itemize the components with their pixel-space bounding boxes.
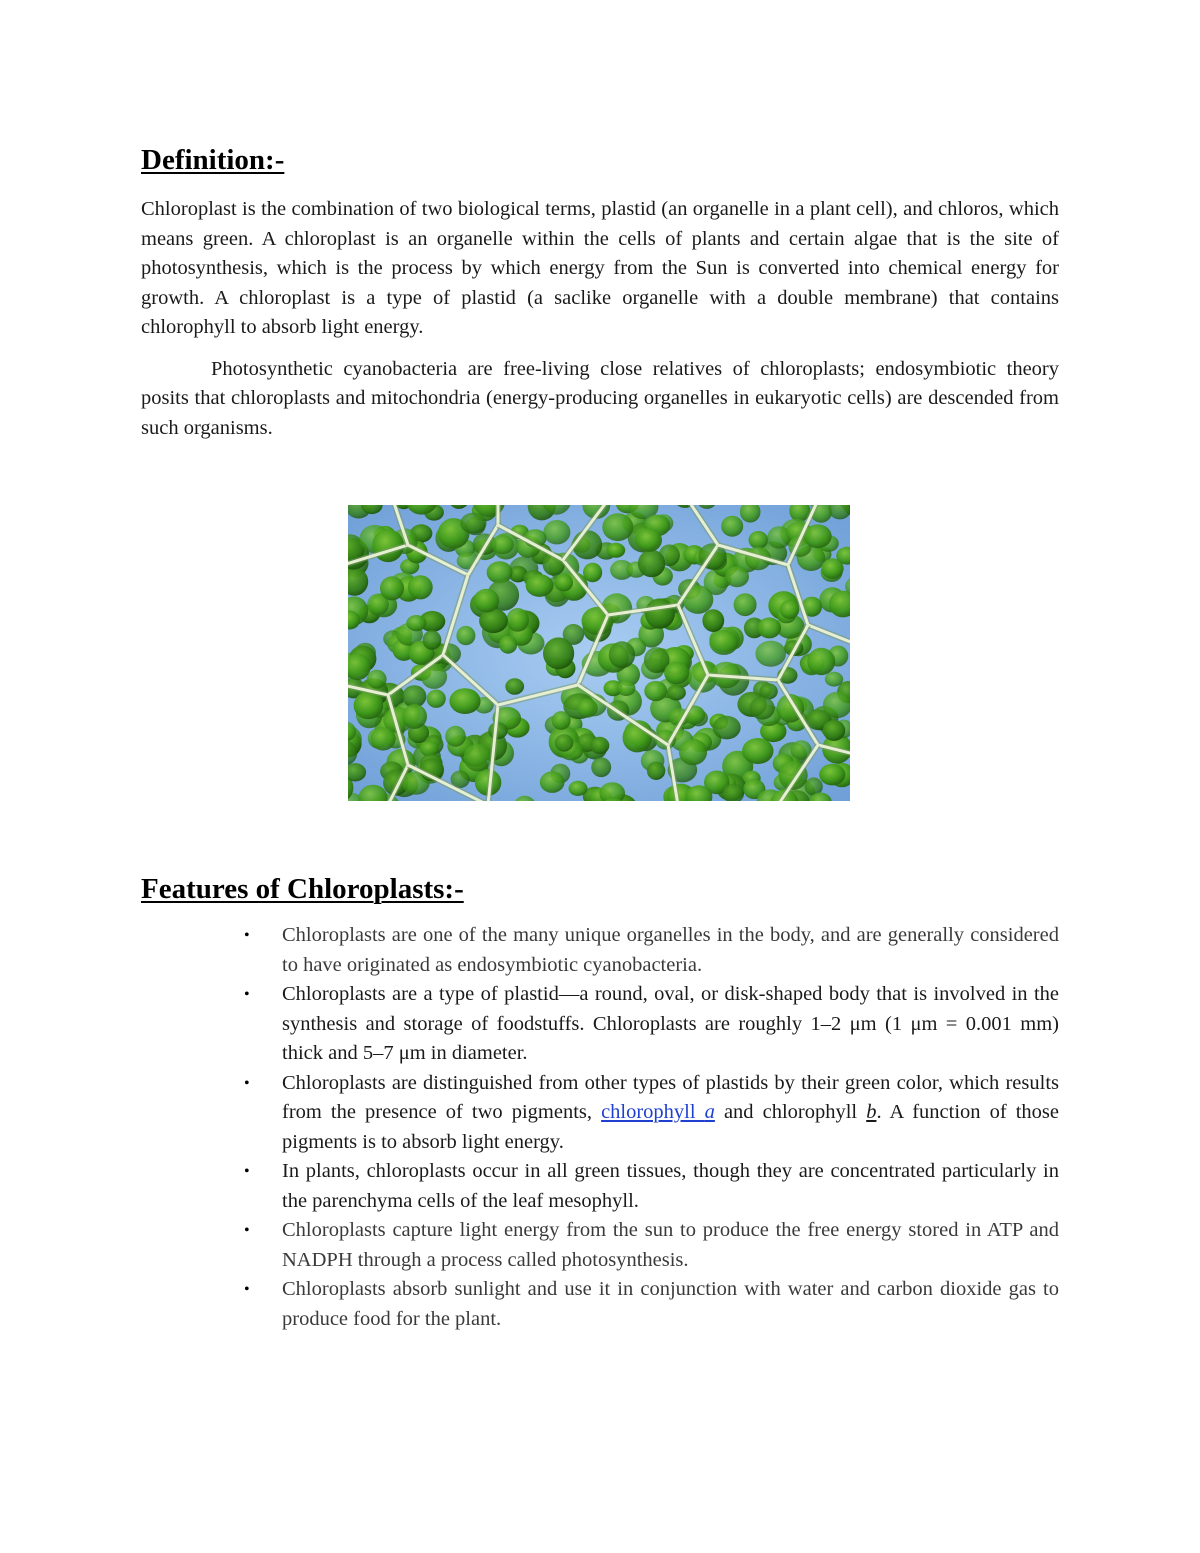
bullet-icon: • — [244, 1281, 250, 1298]
chloroplast — [602, 513, 633, 541]
chloroplast — [742, 738, 773, 764]
chloroplast — [609, 641, 635, 668]
list-item — [244, 980, 1059, 1069]
chloroplast — [371, 727, 396, 750]
bullet-icon: • — [244, 986, 250, 1003]
chloroplast — [526, 574, 554, 597]
chloroplast — [543, 520, 570, 544]
list-item — [244, 1069, 1059, 1158]
chloroplast — [402, 704, 427, 729]
definition-paragraph-2: Photosynthetic cyanobacteria are free-living close relatives of chloroplasts; endosymbiotic theory posits that chloroplasts and mitochondria (energy-producing organelles in eukaryotic cells) are descended from such organisms. — [141, 357, 1059, 439]
chloroplast — [464, 744, 492, 772]
list-item-text: Chloroplasts are one of the many unique organelles in the body, and are generally considered to have originated as endosymbiotic cyanobacteria. — [282, 924, 1059, 976]
chloroplast — [427, 690, 446, 708]
chloroplast — [734, 593, 757, 616]
chloroplast — [543, 637, 574, 669]
chloroplast — [479, 609, 508, 634]
chloroplast — [491, 535, 514, 554]
list-item-text-middle: and chlorophyll — [714, 1101, 867, 1123]
list-item-text-after: . A function of those pigments is to absorb light energy. — [282, 1101, 1059, 1153]
chloroplast — [607, 543, 626, 558]
micrograph-svg — [348, 505, 850, 801]
chloroplast — [460, 513, 486, 534]
chloroplast — [823, 720, 846, 741]
chloroplast — [423, 630, 442, 650]
chloroplast — [638, 550, 665, 578]
chloroplast — [702, 609, 724, 632]
document-page — [141, 140, 1059, 1334]
bullet-icon: • — [244, 1074, 250, 1092]
bullet-icon: • — [244, 927, 250, 944]
features-heading: Features of Chloroplasts:- — [141, 873, 464, 905]
list-item — [244, 1275, 1059, 1334]
chloroplast — [647, 762, 665, 780]
chloroplast — [758, 617, 782, 638]
chloroplast — [644, 681, 667, 701]
chloroplast — [819, 764, 845, 786]
list-item-text: Chloroplasts are distinguished from other types of plastids by their green color, which results from the presence of two pigments, — [282, 1071, 1059, 1123]
chloroplast — [555, 574, 573, 592]
chloroplast — [540, 771, 565, 793]
chloroplast — [569, 781, 588, 796]
chlorophyll-b-letter: b — [866, 1101, 877, 1123]
list-item-text: Chloroplasts absorb sunlight and use it in conjunction with water and carbon dioxide gas to produce food for the plant. — [282, 1278, 1059, 1330]
chloroplast — [749, 531, 769, 549]
definition-heading: Definition:- — [141, 144, 285, 176]
list-item — [244, 1157, 1059, 1216]
chloroplast — [667, 685, 686, 700]
chloroplast-micrograph-image — [348, 505, 850, 801]
chloroplast — [445, 726, 466, 747]
chloroplast — [780, 600, 799, 619]
chloroplast — [505, 678, 524, 694]
definition-paragraph-1: Chloroplast is the combination of two biological terms, plastid (an organelle in a plant cell), and chloros, which means green. A chloroplast is an organelle within the cells of plants and certain algae that is the site of photosynthesis, which is the process by which energy from the Sun is converted into chemical energy for growth. A chloroplast is a type of plastid (a saclike organelle with a double membrane) that contains chlorophyll to absorb light energy. — [141, 198, 1059, 338]
chloroplast — [590, 737, 609, 754]
chlorophyll-link-text: chlorophyll — [601, 1101, 705, 1123]
chloroplast — [456, 626, 475, 645]
list-item-text: Chloroplasts are a type of plastid—a round, oval, or disk-shaped body that is involved in the synthesis and storage of foodstuffs. Chloroplasts are roughly 1–2 μm (1 μm = 0.001 mm) thick and 5–7 μm in diameter. — [282, 983, 1059, 1064]
chloroplast — [664, 662, 689, 685]
features-list — [141, 921, 1059, 1334]
bullet-icon: • — [244, 1222, 250, 1239]
chloroplast — [825, 672, 843, 687]
list-item-text: In plants, chloroplasts occur in all green tissues, though they are concentrated particularly in the parenchyma cells of the leaf mesophyll. — [282, 1160, 1059, 1212]
chloroplast — [555, 734, 574, 751]
list-item — [244, 1216, 1059, 1275]
chloroplast — [721, 516, 743, 537]
chloroplast — [636, 528, 662, 552]
chloroplast — [506, 608, 529, 632]
chloroplast — [725, 566, 749, 587]
chloroplast — [406, 615, 426, 631]
chloroplast — [617, 681, 636, 696]
chlorophyll-a-link[interactable] — [601, 1101, 715, 1123]
chloroplast — [367, 670, 387, 689]
chloroplast — [577, 699, 598, 718]
chloroplast — [679, 739, 707, 765]
chloroplast — [709, 630, 738, 655]
chloroplast — [583, 563, 602, 583]
chloroplast — [750, 697, 775, 720]
list-item-text: Chloroplasts capture light energy from the sun to produce the free energy stored in ATP and NADPH through a process called photosynthesis. — [282, 1219, 1059, 1271]
chloroplast — [474, 589, 500, 613]
chloroplast — [408, 575, 433, 599]
chlorophyll-a-letter: a — [704, 1101, 715, 1123]
chloroplast — [499, 636, 517, 654]
chloroplast — [591, 757, 611, 777]
bullet-icon: • — [244, 1163, 250, 1180]
chloroplast — [821, 558, 843, 579]
chloroplast — [645, 598, 675, 628]
chloroplast — [755, 641, 786, 667]
chloroplast — [380, 576, 404, 600]
chloroplast — [807, 648, 835, 675]
chloroplast — [713, 716, 741, 740]
list-item — [244, 921, 1059, 980]
chloroplast — [552, 711, 571, 730]
chloroplast — [449, 688, 480, 714]
